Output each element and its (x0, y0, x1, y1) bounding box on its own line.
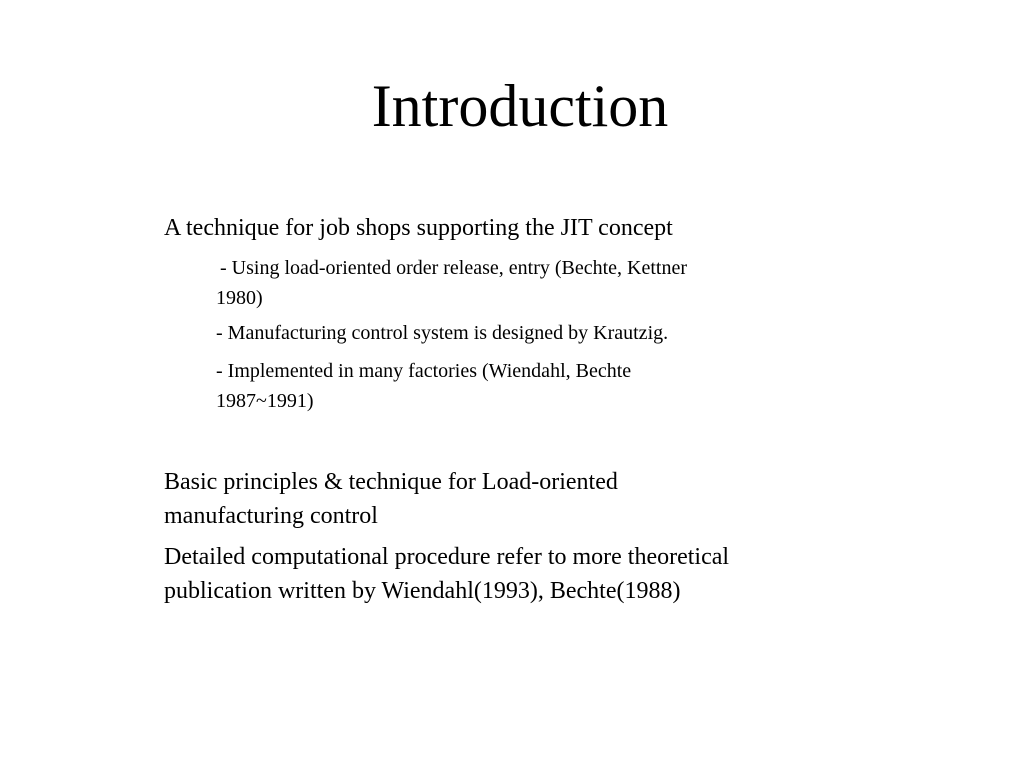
sub-bullet-load-oriented-release-cont: 1980) (216, 287, 263, 309)
slide-title: Introduction (371, 73, 669, 139)
sub-bullet-implemented-cont: 1987~1991) (216, 390, 314, 412)
sub-bullet-implemented: - Implemented in many factories (Wiendahl, Bechte (216, 360, 632, 382)
body-text-basic-principles-cont: manufacturing control (164, 503, 378, 529)
body-text-basic-principles: Basic principles & technique for Load-oriented (164, 469, 618, 495)
body-text-detailed-procedure: Detailed computational procedure refer to more theoretical (164, 544, 730, 570)
body-text-jit-technique: A technique for job shops supporting the JIT concept (164, 215, 673, 241)
body-text-detailed-procedure-cont: publication written by Wiendahl(1993), Bechte(1988) (164, 578, 681, 604)
sub-bullet-krautzig: - Manufacturing control system is designed by Krautzig. (216, 322, 669, 344)
sub-bullet-load-oriented-release: - Using load-oriented order release, entry (Bechte, Kettner (220, 257, 688, 279)
